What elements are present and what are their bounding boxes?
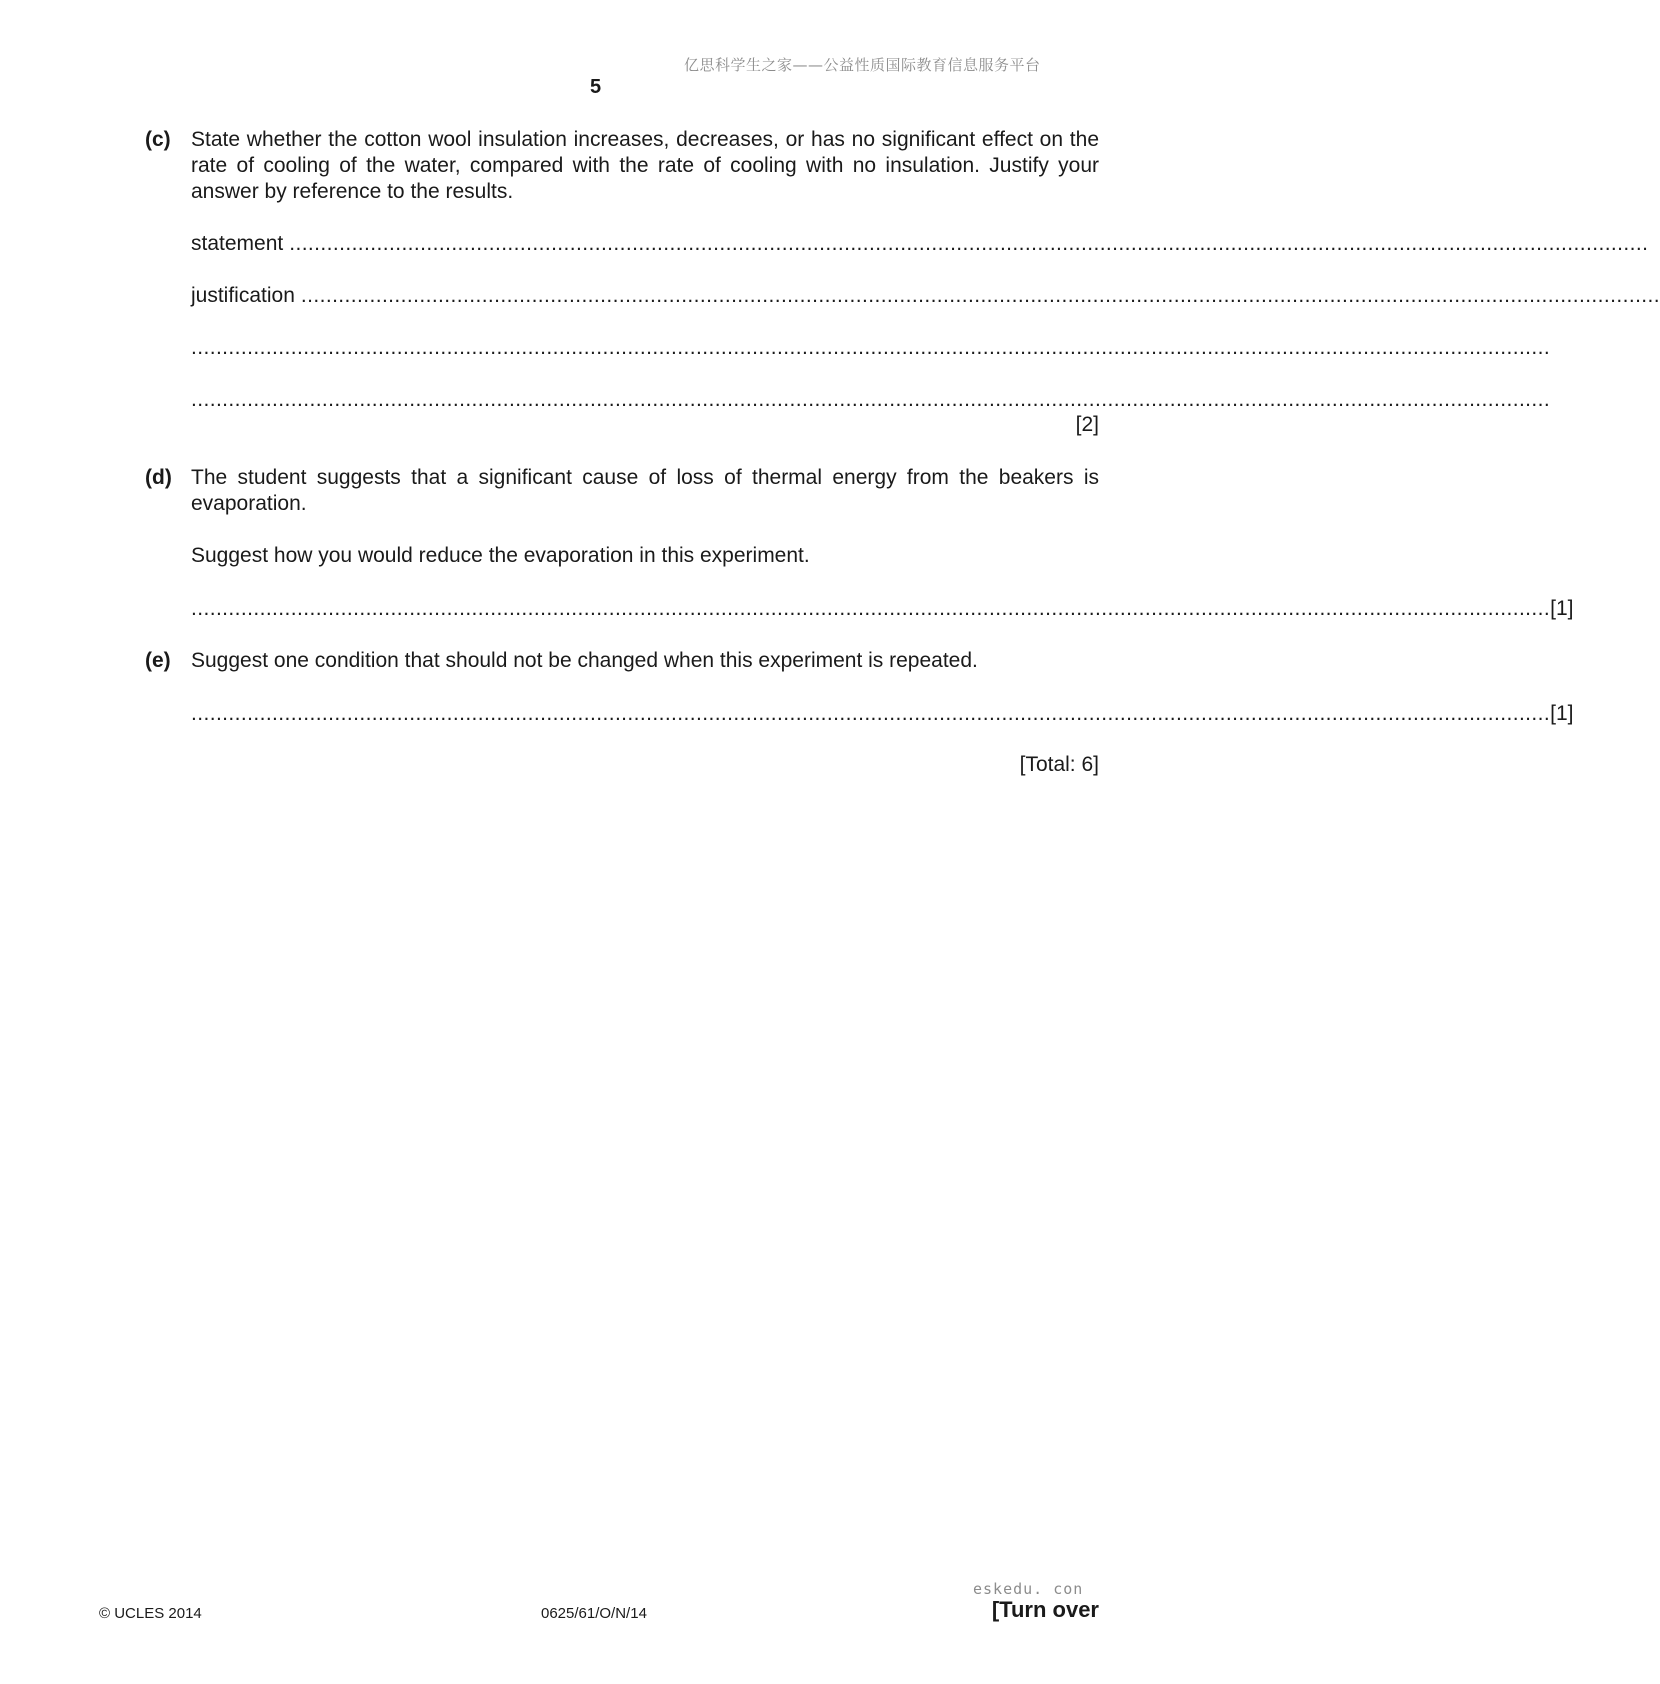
statement-answer-line[interactable] — [191, 231, 1649, 257]
footer-watermark: eskedu. con — [973, 1580, 1084, 1598]
answer-dots: .......................................................................................................................................................................................................................... — [191, 702, 1551, 725]
answer-dots: .......................................................................................................................................................................................................................... — [191, 597, 1551, 620]
statement-label: statement — [191, 232, 284, 255]
question-c-marks: [2] — [1075, 413, 1099, 436]
question-c-text: State whether the cotton wool insulation increases, decreases, or has no significant effect on the rate of cooling of the water, compared with the rate of cooling with no insulation. Justify your answer by reference to the results. — [191, 128, 1099, 203]
justification-answer-line-2[interactable] — [191, 335, 1551, 361]
answer-dots: .......................................................................................................................................................................................................................... — [300, 284, 1660, 307]
answer-dots: .......................................................................................................................................................................................................................... — [191, 336, 1551, 359]
justification-label: justification — [191, 284, 295, 307]
question-d-text: The student suggests that a significant cause of loss of thermal energy from the beakers is evaporation. — [191, 466, 1099, 515]
question-e-text: Suggest one condition that should not be changed when this experiment is repeated. — [191, 649, 978, 672]
turn-over: [Turn over — [991, 1597, 1099, 1622]
question-e-answer-line[interactable] — [191, 701, 1574, 727]
justification-answer-line[interactable] — [191, 283, 1660, 309]
paper-code: 0625/61/O/N/14 — [541, 1605, 647, 1622]
answer-dots: .......................................................................................................................................................................................................................... — [191, 388, 1551, 411]
answer-dots: .......................................................................................................................................................................................................................... — [289, 232, 1649, 255]
question-d-label: (d) — [145, 466, 172, 489]
total-marks: [Total: 6] — [1019, 753, 1099, 776]
page-number: 5 — [589, 76, 602, 98]
copyright: © UCLES 2014 — [99, 1605, 202, 1622]
justification-answer-line-3[interactable] — [191, 387, 1551, 413]
question-d-prompt: Suggest how you would reduce the evaporation in this experiment. — [191, 544, 810, 567]
question-d-marks: [1] — [1550, 597, 1574, 620]
question-c-label: (c) — [145, 128, 171, 151]
header-watermark: 亿思科学生之家——公益性质国际教育信息服务平台 — [684, 56, 1041, 74]
question-d-answer-line[interactable] — [191, 596, 1574, 622]
question-e-label: (e) — [145, 649, 171, 672]
question-e-marks: [1] — [1550, 702, 1574, 725]
